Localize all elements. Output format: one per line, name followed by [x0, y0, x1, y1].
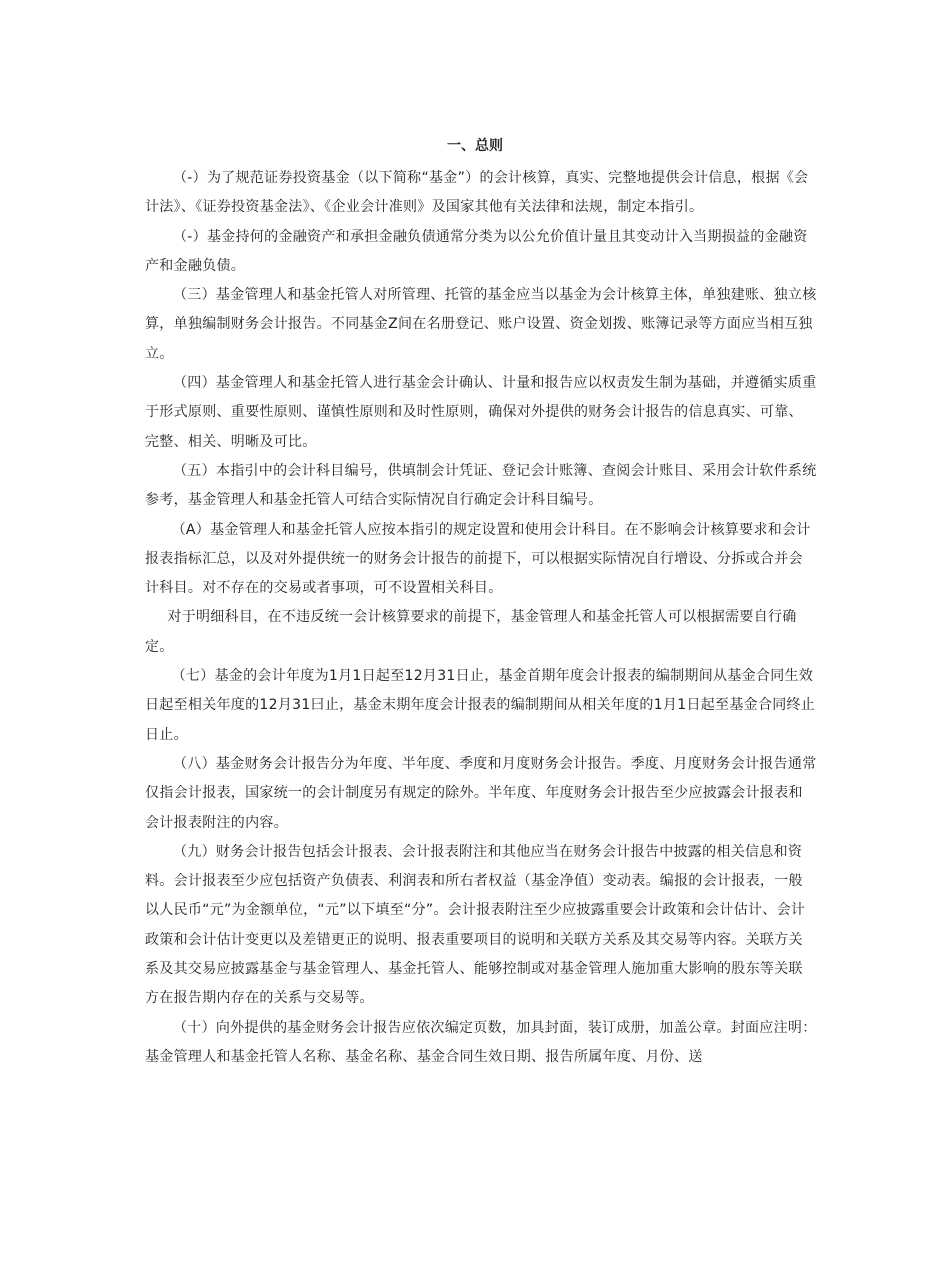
- paragraph-10: （九）财务会计报告包括会计报表、会计报表附注和其他应当在财务会计报告中披露的相关信息和资料。会计报表至少应包括资产负债表、利润表和所右者权益（基金净值）变动表。编报的会计报表，一般以人民币“元”为金额单位，“元”以下填至“分”。会计报表附注至少应披露重要会计政策和会计估计、会计政策和会计估计变更以及差错更正的说明、报表重要项目的说明和关联方关系及其交易等内容。关联方关系及其交易应披露基金与基金管理人、基金托管人、能够控制或对基金管理人施加重大影响的股东等关联方在报告期内存在的关系与交易等。: [145, 843, 806, 1007]
- paragraph-3: （三）基金管理人和基金托管人对所管理、托管的基金应当以基金为会计核算主体，单独建账、独立核算，单独编制财务会计报告。不同基金Z间在名册登记、账户设置、资金划拨、账簿记录等方面应当相互独立。: [145, 287, 817, 362]
- paragraph-8: （七）基金的会计年度为1月1日起至12月31日止，基金首期年度会计报表的编制期间从基金合同生效日起至相关年度的12月31曰止，基金末期年度会计报表的编制期间从相关年度的1月1日起至基金合同终止日止。: [145, 668, 816, 743]
- paragraph-6: （A）基金管理人和基金托管人应按本指引的规定设置和使用会计科目。在不影响会计核算要求和会计报表指标汇总，以及对外提供统一的财务会计报告的前提下，可以根据实际情况自行增设、分拆或合并会计科目。对不存在的交易或者事项，可不设置相关科目。: [145, 521, 811, 597]
- body-text: [145, 164, 817, 1072]
- section-heading: 一、总则: [447, 138, 503, 154]
- paragraph-7: 对于明细科目，在不违反统一会计核算要求的前提下，基金管理人和基金托管人可以根据需要自行确定。: [145, 609, 797, 655]
- paragraph-4: （四）基金管理人和基金托管人进行基金会计确认、计量和报告应以权责发生制为基础，并遵循实质重于形式原则、重要性原则、谨慎性原则和及时性原则，确保对外提供的财务会计报告的信息真实、可靠、完整、相关、明晰及可比。: [145, 375, 817, 450]
- paragraph-9: （八）基金财务会计报告分为年度、半年度、季度和月度财务会计报告。季度、月度财务会计报告通常仅指会计报表，国家统一的会计制度另有规定的除外。半年度、年度财务会计报告至少应披露会计报表和会计报表附注的内容。: [145, 755, 817, 831]
- paragraph-5: （五）本指引中的会计科目编号，供填制会计凭证、登记会计账簿、查阅会计账目、采用会计软件系统参考，基金管理人和基金托管人可结合实际情况自行确定会计科目编号。: [145, 462, 817, 509]
- paragraph-2: （-）基金持何的金融资产和承担金融负债通常分类为以公允价值计量且其变动计入当期损益的金融资产和金融负债。: [145, 228, 808, 274]
- paragraph-11: （十）向外提供的基金财务会计报告应依次编定页数，加具封面，装订成册，加盖公章。封面应注明：基金管理人和基金托管人名称、基金名称、基金合同生效日期、报告所属年度、月份、送: [145, 1019, 817, 1065]
- paragraph-1: （-）为了规范证券投资基金（以下简称“基金”）的会计核算，真实、完整地提供会计信息，根据《会计法》、《证券投资基金法》、《企业会计准则》及国家其他有关法律和法规，制定本指引。: [145, 170, 809, 216]
